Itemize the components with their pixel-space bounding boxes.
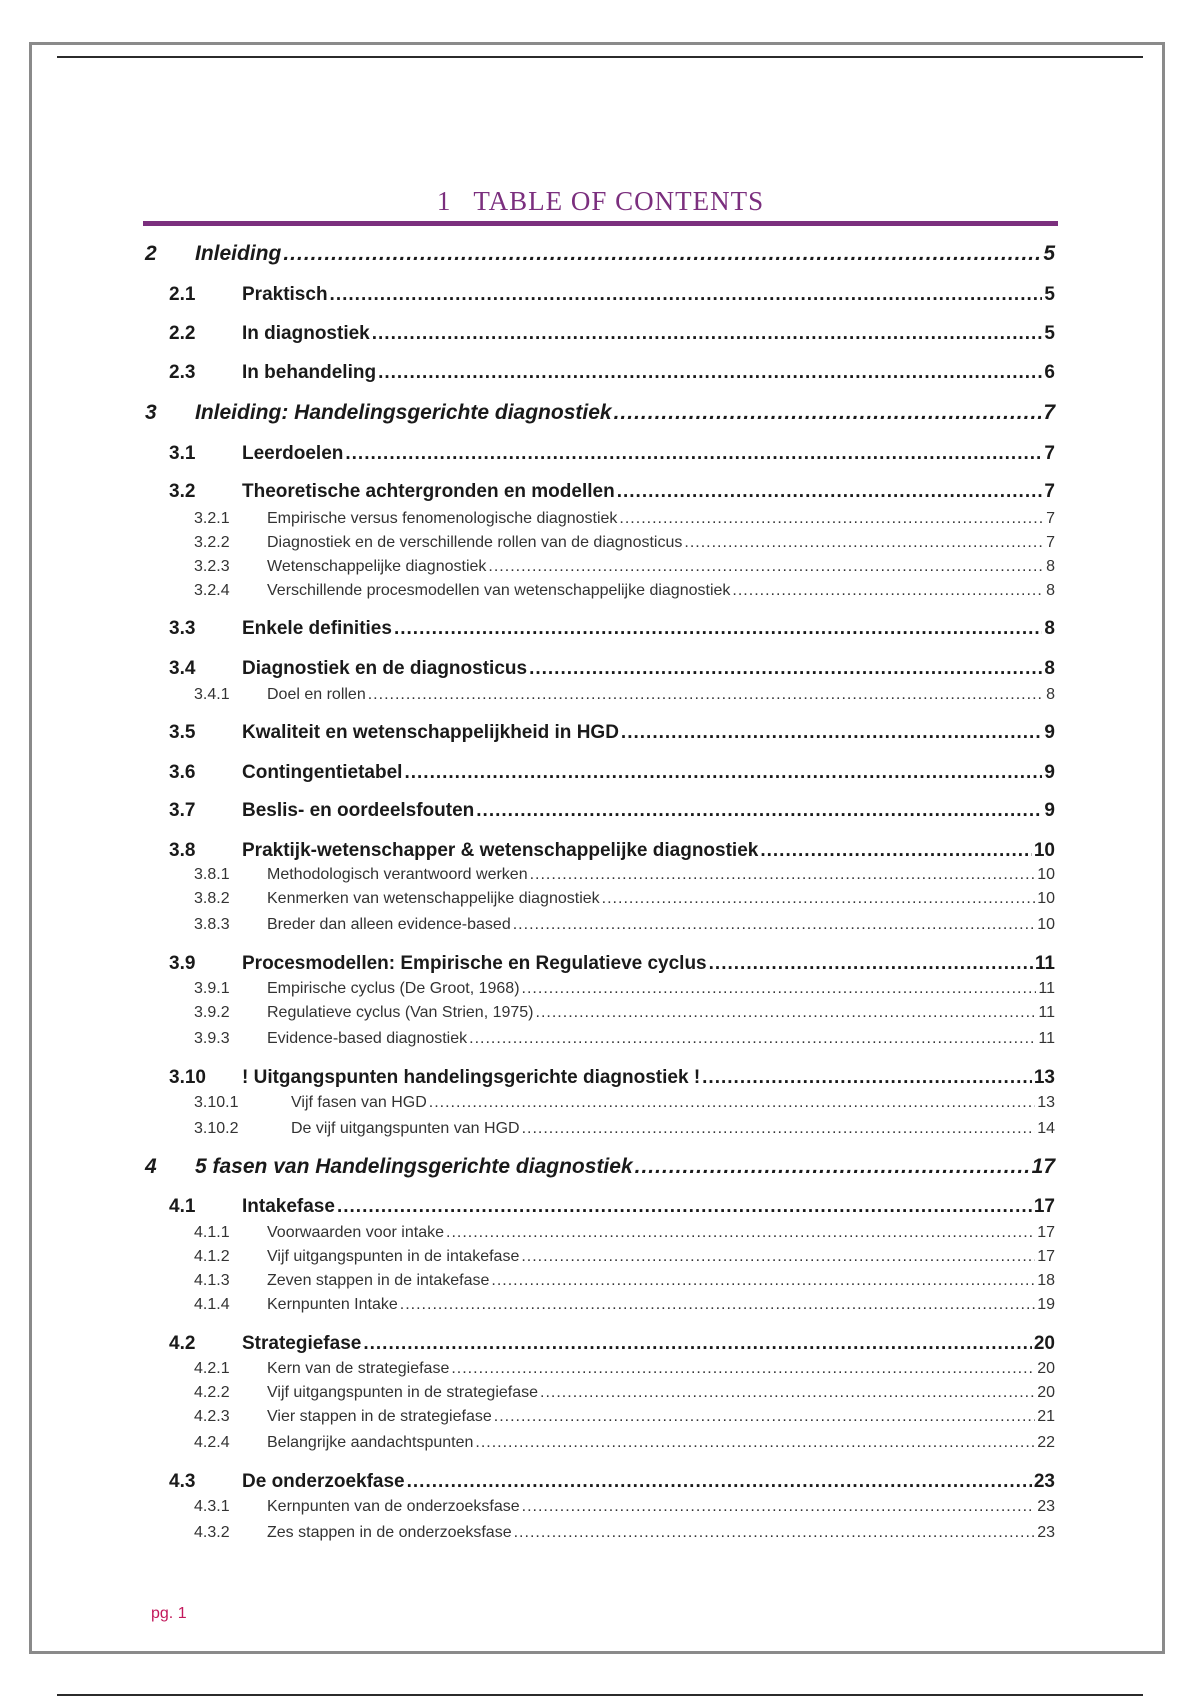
dot-leader — [513, 916, 1035, 934]
toc-entry-3-3[interactable] — [169, 618, 1055, 640]
dot-leader — [475, 1434, 1035, 1452]
entry-number: 3.8.2 — [194, 890, 230, 907]
entry-title: Kern van de strategiefase — [267, 1360, 450, 1377]
dot-leader — [702, 1067, 1032, 1089]
entry-page: 8 — [1044, 618, 1055, 639]
entry-title: Doel en rollen — [267, 686, 366, 703]
entry-title: Evidence-based diagnostiek — [267, 1030, 468, 1047]
dot-leader — [451, 1360, 1035, 1378]
entry-page: 23 — [1037, 1524, 1055, 1541]
entry-number: 4.1 — [169, 1196, 196, 1217]
entry-title: In diagnostiek — [242, 323, 370, 344]
toc-entry-4-3[interactable] — [169, 1471, 1055, 1493]
entry-page: 14 — [1037, 1120, 1055, 1137]
toc-entry-3-2-2[interactable] — [194, 534, 1055, 552]
toc-entry-3-4[interactable] — [169, 658, 1055, 680]
toc-entry-3-10[interactable] — [169, 1067, 1055, 1089]
entry-title: Vijf uitgangspunten in de intakefase — [267, 1248, 520, 1265]
dot-leader — [330, 284, 1043, 306]
entry-number: 4.3 — [169, 1471, 196, 1492]
toc-entry-3-8-1[interactable] — [194, 866, 1055, 884]
toc-entry-4-1-3[interactable] — [194, 1272, 1055, 1290]
toc-entry-4-2-4[interactable] — [194, 1434, 1055, 1452]
dot-leader — [491, 1272, 1035, 1290]
entry-title: Regulatieve cyclus (Van Strien, 1975) — [267, 1004, 534, 1021]
entry-page: 7 — [1046, 534, 1055, 551]
entry-title: Methodologisch verantwoord werken — [267, 866, 528, 883]
entry-number: 4.3.2 — [194, 1524, 230, 1541]
top-rule — [57, 56, 1143, 58]
entry-number: 4.3.1 — [194, 1498, 230, 1515]
entry-number: 4.1.3 — [194, 1272, 230, 1289]
entry-title: Praktisch — [242, 284, 328, 305]
entry-page: 8 — [1046, 686, 1055, 703]
toc-entry-2-1[interactable] — [169, 284, 1055, 306]
entry-number: 3.10.2 — [194, 1120, 239, 1137]
entry-page: 11 — [1034, 953, 1055, 974]
entry-page: 13 — [1037, 1094, 1055, 1111]
toc-entry-4-1-4[interactable] — [194, 1296, 1055, 1314]
entry-title: Kernpunten Intake — [267, 1296, 398, 1313]
toc-entry-4-3-1[interactable] — [194, 1498, 1055, 1516]
entry-page: 7 — [1046, 510, 1055, 527]
toc-heading-text: TABLE OF CONTENTS — [473, 186, 765, 216]
entry-title: Enkele definities — [242, 618, 392, 639]
entry-number: 4.1.4 — [194, 1296, 230, 1313]
toc-entry-3-9-2[interactable] — [194, 1004, 1055, 1022]
entry-page: 20 — [1037, 1360, 1055, 1377]
entry-number: 3.7 — [169, 800, 196, 821]
entry-number: 3.9.1 — [194, 980, 230, 997]
entry-page: 13 — [1033, 1067, 1055, 1088]
dot-leader — [345, 443, 1042, 465]
dot-leader — [494, 1408, 1035, 1426]
toc-heading-underline — [143, 221, 1058, 226]
toc-entry-4-1-2[interactable] — [194, 1248, 1055, 1266]
entry-number: 2.2 — [169, 323, 196, 344]
toc-entry-2[interactable] — [145, 242, 1055, 266]
entry-page: 8 — [1046, 558, 1055, 575]
toc-entry-3-2-3[interactable] — [194, 558, 1055, 576]
dot-leader — [372, 323, 1043, 345]
entry-number: 3.9.2 — [194, 1004, 230, 1021]
entry-title: Voorwaarden voor intake — [267, 1224, 444, 1241]
entry-page: 5 — [1044, 284, 1055, 305]
entry-page: 21 — [1037, 1408, 1055, 1425]
entry-title: Intakefase — [242, 1196, 335, 1217]
entry-number: 3 — [145, 401, 157, 424]
dot-leader — [522, 1120, 1036, 1138]
dot-leader — [684, 534, 1044, 552]
entry-number: 3.4.1 — [194, 686, 230, 703]
entry-number: 3.3 — [169, 618, 196, 639]
toc-entry-3-10-1[interactable] — [194, 1094, 1055, 1112]
entry-number: 4.2.2 — [194, 1384, 230, 1401]
entry-title: Inleiding — [195, 242, 282, 265]
page-number-footer: pg. 1 — [151, 1605, 187, 1622]
entry-number: 3.1 — [169, 443, 196, 464]
toc-entry-3-8-3[interactable] — [194, 916, 1055, 934]
entry-number: 3.2.3 — [194, 558, 230, 575]
toc-entry-3-2-4[interactable] — [194, 582, 1055, 600]
toc-entry-2-2[interactable] — [169, 323, 1055, 345]
entry-title: Zeven stappen in de intakefase — [267, 1272, 490, 1289]
entry-page: 10 — [1033, 840, 1055, 861]
entry-page: 11 — [1038, 980, 1055, 997]
entry-title: 5 fasen van Handelingsgerichte diagnostiek — [195, 1155, 633, 1178]
dot-leader — [337, 1196, 1032, 1218]
entry-number: 3.2.1 — [194, 510, 230, 527]
dot-leader — [378, 362, 1042, 384]
entry-page: 23 — [1033, 1471, 1055, 1492]
dot-leader — [368, 686, 1044, 704]
dot-leader — [529, 658, 1042, 680]
entry-number: 3.4 — [169, 658, 196, 679]
entry-number: 3.5 — [169, 722, 196, 743]
entry-number: 4 — [145, 1155, 157, 1178]
toc-entry-3-9-1[interactable] — [194, 980, 1055, 998]
entry-number: 3.8.1 — [194, 866, 230, 883]
entry-page: 5 — [1043, 242, 1055, 265]
dot-leader — [404, 762, 1042, 784]
dot-leader — [614, 401, 1042, 425]
dot-leader — [394, 618, 1042, 640]
entry-number: 2.1 — [169, 284, 196, 305]
entry-page: 23 — [1037, 1498, 1055, 1515]
entry-page: 5 — [1044, 323, 1055, 344]
toc-entry-3-2[interactable] — [169, 481, 1055, 503]
dot-leader — [602, 890, 1036, 908]
entry-number: 3.2.4 — [194, 582, 230, 599]
entry-title: Kernpunten van de onderzoeksfase — [267, 1498, 520, 1515]
entry-title: Empirische versus fenomenologische diagnostiek — [267, 510, 618, 527]
toc-entry-4-3-2[interactable] — [194, 1524, 1055, 1542]
toc-entry-4-1[interactable] — [169, 1196, 1055, 1218]
bottom-rule — [57, 1694, 1143, 1696]
toc-heading-number: 1 — [436, 186, 452, 216]
entry-title: Belangrijke aandachtspunten — [267, 1434, 474, 1451]
toc-entry-4-2-3[interactable] — [194, 1408, 1055, 1426]
entry-title: Diagnostiek en de diagnosticus — [242, 658, 528, 679]
entry-number: 3.10 — [169, 1067, 206, 1088]
entry-page: 11 — [1038, 1030, 1055, 1047]
dot-leader — [283, 242, 1041, 266]
entry-number: 4.1.2 — [194, 1248, 230, 1265]
entry-page: 17 — [1037, 1248, 1055, 1265]
entry-page: 7 — [1044, 481, 1055, 502]
entry-page: 9 — [1044, 722, 1055, 743]
entry-title: Praktijk-wetenschapper & wetenschappelijke diagnostiek — [242, 840, 759, 861]
dot-leader — [617, 481, 1043, 503]
toc-entry-3-8-2[interactable] — [194, 890, 1055, 908]
dot-leader — [536, 1004, 1037, 1022]
entry-page: 17 — [1031, 1155, 1055, 1178]
dot-leader — [621, 722, 1043, 744]
toc-entry-3-2-1[interactable] — [194, 510, 1055, 528]
entry-title: Theoretische achtergronden en modellen — [242, 481, 615, 502]
entry-title: Beslis- en oordeelsfouten — [242, 800, 475, 821]
entry-number: 4.2.4 — [194, 1434, 230, 1451]
entry-title: Vier stappen in de strategiefase — [267, 1408, 492, 1425]
entry-title: De onderzoekfase — [242, 1471, 405, 1492]
entry-page: 10 — [1037, 916, 1055, 933]
dot-leader — [407, 1471, 1032, 1493]
entry-page: 8 — [1046, 582, 1055, 599]
dot-leader — [476, 800, 1042, 822]
entry-title: Empirische cyclus (De Groot, 1968) — [267, 980, 520, 997]
dot-leader — [363, 1333, 1032, 1355]
entry-number: 2 — [145, 242, 157, 265]
entry-number: 3.10.1 — [194, 1094, 239, 1111]
entry-page: 20 — [1033, 1333, 1055, 1354]
entry-number: 3.6 — [169, 762, 196, 783]
entry-title: Breder dan alleen evidence-based — [267, 916, 511, 933]
entry-page: 7 — [1043, 401, 1055, 424]
entry-page: 20 — [1037, 1384, 1055, 1401]
toc-entry-4[interactable] — [145, 1155, 1055, 1179]
dot-leader — [446, 1224, 1035, 1242]
entry-number: 3.8 — [169, 840, 196, 861]
entry-title: Strategiefase — [242, 1333, 362, 1354]
toc-entry-3-6[interactable] — [169, 762, 1055, 784]
dot-leader — [540, 1384, 1035, 1402]
entry-title: ! Uitgangspunten handelingsgerichte diagnostiek ! — [242, 1067, 701, 1088]
entry-title: Inleiding: Handelingsgerichte diagnostiek — [195, 401, 612, 424]
toc-entry-3-7[interactable] — [169, 800, 1055, 822]
dot-leader — [760, 840, 1032, 862]
entry-title: Vijf uitgangspunten in de strategiefase — [267, 1384, 539, 1401]
dot-leader — [732, 582, 1044, 600]
dot-leader — [619, 510, 1044, 528]
dot-leader — [522, 980, 1037, 998]
toc-entry-3-4-1[interactable] — [194, 686, 1055, 704]
toc-entry-2-3[interactable] — [169, 362, 1055, 384]
entry-page: 8 — [1044, 658, 1055, 679]
toc-entry-3[interactable] — [145, 401, 1055, 425]
entry-number: 3.9 — [169, 953, 196, 974]
entry-title: Zes stappen in de onderzoeksfase — [267, 1524, 512, 1541]
entry-title: Procesmodellen: Empirische en Regulatieve cyclus — [242, 953, 707, 974]
entry-title: De vijf uitgangspunten van HGD — [291, 1120, 520, 1137]
entry-title: Wetenschappelijke diagnostiek — [267, 558, 487, 575]
dot-leader — [530, 866, 1036, 884]
toc-entry-4-1-1[interactable] — [194, 1224, 1055, 1242]
entry-number: 4.2 — [169, 1333, 196, 1354]
entry-page: 6 — [1044, 362, 1055, 383]
entry-number: 3.9.3 — [194, 1030, 230, 1047]
entry-title: In behandeling — [242, 362, 377, 383]
entry-number: 4.2.1 — [194, 1360, 230, 1377]
entry-page: 10 — [1037, 866, 1055, 883]
entry-title: Diagnostiek en de verschillende rollen van de diagnosticus — [267, 534, 683, 551]
dot-leader — [521, 1248, 1035, 1266]
entry-title: Vijf fasen van HGD — [291, 1094, 427, 1111]
entry-title: Contingentietabel — [242, 762, 403, 783]
dot-leader — [469, 1030, 1036, 1048]
entry-page: 9 — [1044, 762, 1055, 783]
toc-entry-3-8[interactable] — [169, 840, 1055, 862]
toc-entry-3-9-3[interactable] — [194, 1030, 1055, 1048]
toc-heading — [143, 186, 1058, 217]
toc-entry-3-10-2[interactable] — [194, 1120, 1055, 1138]
dot-leader — [709, 953, 1033, 975]
entry-page: 7 — [1044, 443, 1055, 464]
entry-number: 4.1.1 — [194, 1224, 230, 1241]
entry-page: 18 — [1037, 1272, 1055, 1289]
entry-number: 3.2.2 — [194, 534, 230, 551]
entry-page: 17 — [1037, 1224, 1055, 1241]
dot-leader — [400, 1296, 1035, 1314]
toc-entry-4-2-1[interactable] — [194, 1360, 1055, 1378]
dot-leader — [522, 1498, 1036, 1516]
dot-leader — [488, 558, 1044, 576]
dot-leader — [514, 1524, 1036, 1542]
entry-number: 3.8.3 — [194, 916, 230, 933]
entry-page: 19 — [1037, 1296, 1055, 1313]
toc-entry-3-1[interactable] — [169, 443, 1055, 465]
entry-number: 3.2 — [169, 481, 196, 502]
entry-page: 10 — [1037, 890, 1055, 907]
toc-entry-4-2-2[interactable] — [194, 1384, 1055, 1402]
entry-number: 4.2.3 — [194, 1408, 230, 1425]
entry-page: 11 — [1038, 1004, 1055, 1021]
entry-page: 9 — [1044, 800, 1055, 821]
entry-number: 2.3 — [169, 362, 196, 383]
toc-entry-4-2[interactable] — [169, 1333, 1055, 1355]
dot-leader — [429, 1094, 1035, 1112]
entry-title: Leerdoelen — [242, 443, 344, 464]
toc-entry-3-9[interactable] — [169, 953, 1055, 975]
entry-page: 22 — [1037, 1434, 1055, 1451]
entry-page: 17 — [1033, 1196, 1055, 1217]
entry-title: Kenmerken van wetenschappelijke diagnostiek — [267, 890, 600, 907]
dot-leader — [635, 1155, 1030, 1179]
toc-entry-3-5[interactable] — [169, 722, 1055, 744]
entry-title: Kwaliteit en wetenschappelijkheid in HGD — [242, 722, 619, 743]
entry-title: Verschillende procesmodellen van wetenschappelijke diagnostiek — [267, 582, 731, 599]
